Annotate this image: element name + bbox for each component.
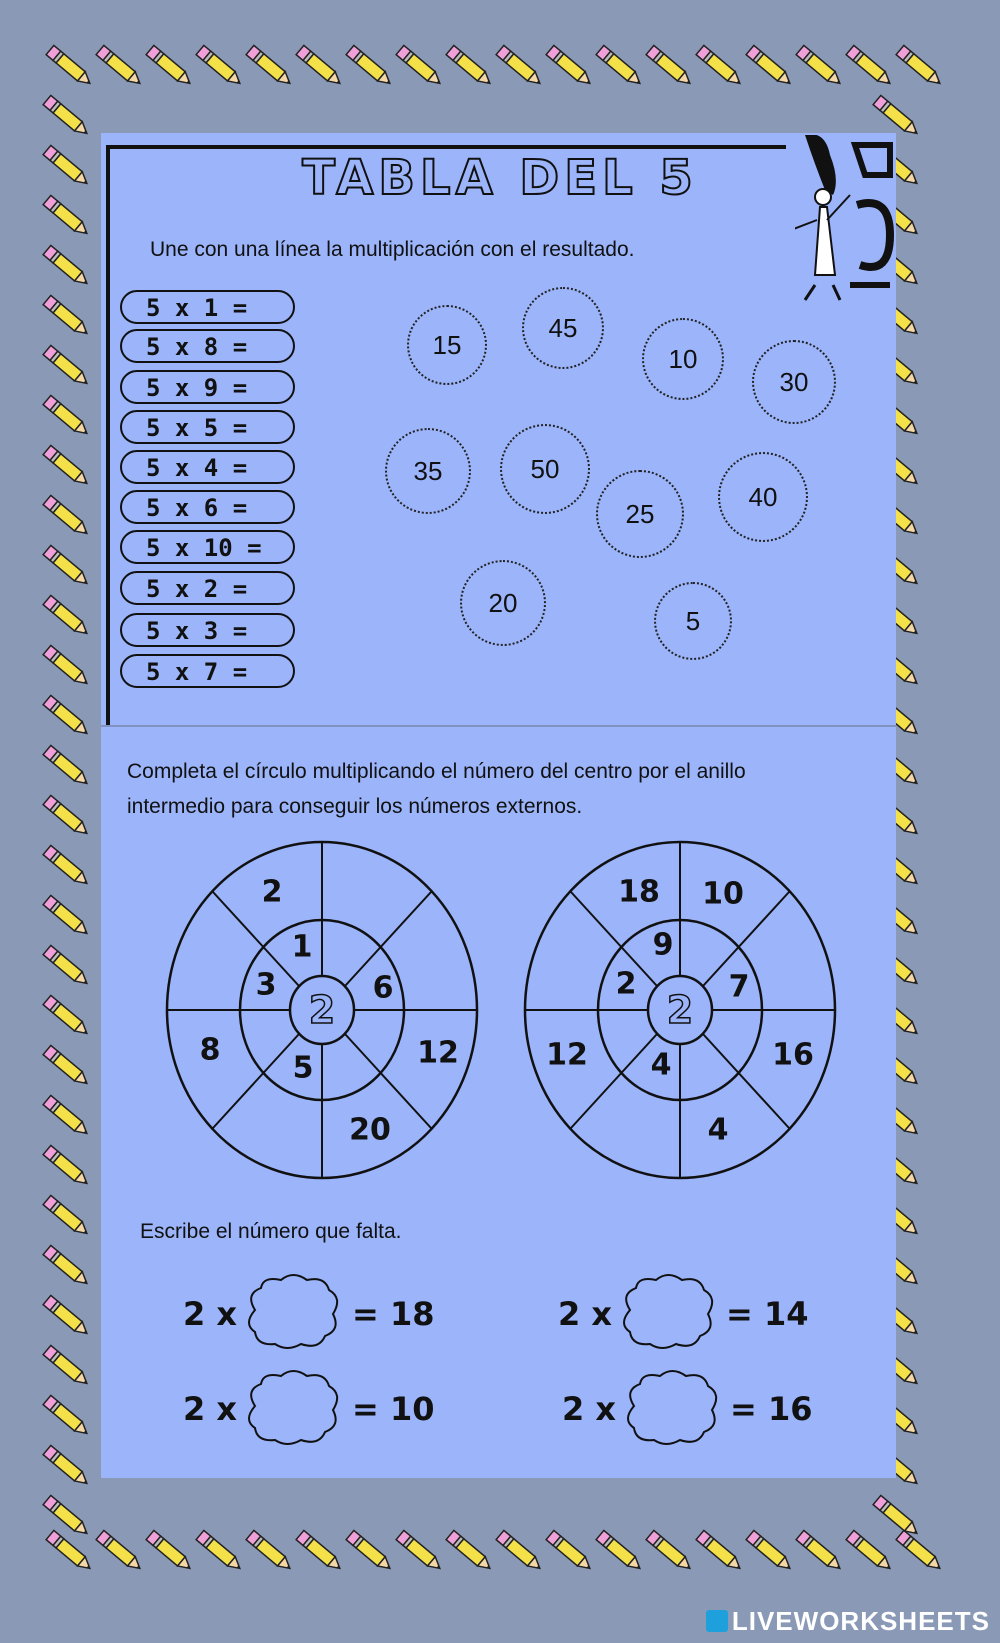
pencil-icon (43, 1095, 91, 1138)
wheel-center: 2 (666, 988, 694, 1032)
pencil-icon (596, 1530, 644, 1573)
wheel-outer[interactable]: 10 (702, 876, 744, 912)
pencil-icon (846, 1530, 894, 1573)
pencil-icon (46, 1530, 94, 1573)
answer-cloud[interactable] (243, 1272, 343, 1352)
equation-left: 2 x (562, 1390, 617, 1428)
multiplication-pill[interactable]: 5 x 9 = (120, 370, 295, 404)
equation-left: 2 x (558, 1295, 613, 1333)
liveworksheets-icon (706, 1610, 728, 1632)
wheel-outer[interactable]: 12 (417, 1035, 459, 1071)
result-circle[interactable]: 50 (500, 424, 590, 514)
pencil-icon (43, 1395, 91, 1438)
pencil-icon (43, 995, 91, 1038)
pencil-icon (43, 95, 91, 138)
pencil-icon (496, 45, 544, 88)
pencil-icon (696, 45, 744, 88)
pencil-icon (43, 345, 91, 388)
pencil-icon (43, 1195, 91, 1238)
multiplication-pill[interactable]: 5 x 1 = (120, 290, 295, 324)
instruction-match: Une con una línea la multiplicación con el resultado. (150, 238, 635, 261)
pencil-icon (346, 45, 394, 88)
wheel-center: 2 (308, 988, 336, 1032)
result-circle[interactable]: 10 (642, 318, 724, 400)
pencil-icon (43, 745, 91, 788)
pencil-icon (43, 545, 91, 588)
equation-right: = 10 (352, 1390, 435, 1428)
frame-line (106, 145, 110, 725)
pencil-icon (873, 95, 921, 138)
cartoon-character-illustration (795, 135, 895, 315)
pencil-icon (43, 1045, 91, 1088)
result-circle[interactable]: 35 (385, 428, 471, 514)
pencil-icon (43, 195, 91, 238)
pencil-icon (146, 1530, 194, 1573)
pencil-icon (746, 1530, 794, 1573)
equation-left: 2 x (183, 1295, 238, 1333)
pencil-icon (43, 1145, 91, 1188)
result-circle[interactable]: 40 (718, 452, 808, 542)
pencil-icon (146, 45, 194, 88)
pencil-icon (43, 145, 91, 188)
equation-right: = 14 (726, 1295, 809, 1333)
pencil-icon (496, 1530, 544, 1573)
pencil-icon (396, 1530, 444, 1573)
pencil-icon (43, 795, 91, 838)
pencil-icon (43, 245, 91, 288)
equation-left: 2 x (183, 1390, 238, 1428)
pencil-icon (746, 45, 794, 88)
pencil-icon (796, 45, 844, 88)
wheel-inner[interactable]: 3 (255, 967, 277, 1003)
wheel-inner[interactable]: 5 (292, 1050, 314, 1086)
result-circle[interactable]: 5 (654, 582, 732, 660)
pencil-icon (896, 1530, 944, 1573)
pencil-icon (43, 945, 91, 988)
worksheet-title: TABLA DEL 5 (302, 150, 698, 206)
pencil-icon (43, 295, 91, 338)
result-circle[interactable]: 20 (460, 560, 546, 646)
multiplication-wheel-2 (523, 840, 837, 1180)
multiplication-pill[interactable]: 5 x 7 = (120, 654, 295, 688)
pencil-icon (646, 1530, 694, 1573)
multiplication-pill[interactable]: 5 x 10 = (120, 530, 295, 564)
pencil-icon (43, 395, 91, 438)
pencil-icon (796, 1530, 844, 1573)
wheel-inner[interactable]: 2 (615, 966, 637, 1002)
result-circle[interactable]: 15 (407, 305, 487, 385)
pencil-icon (246, 1530, 294, 1573)
wheel-outer[interactable]: 16 (772, 1037, 814, 1073)
pencil-icon (296, 1530, 344, 1573)
pencil-icon (646, 45, 694, 88)
pencil-icon (43, 1345, 91, 1388)
equation-right: = 16 (730, 1390, 813, 1428)
multiplication-pill[interactable]: 5 x 5 = (120, 410, 295, 444)
wheel-outer[interactable]: 8 (199, 1032, 221, 1068)
pencil-icon (43, 1295, 91, 1338)
pencil-icon (96, 1530, 144, 1573)
multiplication-pill[interactable]: 5 x 2 = (120, 571, 295, 605)
pencil-icon (696, 1530, 744, 1573)
equation-right: = 18 (352, 1295, 435, 1333)
wheel-inner[interactable]: 4 (650, 1047, 672, 1083)
pencil-icon (196, 45, 244, 88)
pencil-icon (446, 45, 494, 88)
multiplication-wheel-1 (165, 840, 479, 1180)
multiplication-pill[interactable]: 5 x 4 = (120, 450, 295, 484)
pencil-icon (46, 45, 94, 88)
answer-cloud[interactable] (618, 1272, 718, 1352)
multiplication-pill[interactable]: 5 x 8 = (120, 329, 295, 363)
pencil-icon (43, 1245, 91, 1288)
result-circle[interactable]: 30 (752, 340, 836, 424)
wheel-inner[interactable]: 9 (652, 927, 674, 963)
wheel-outer[interactable]: 4 (707, 1112, 729, 1148)
pencil-icon (546, 1530, 594, 1573)
wheel-outer[interactable]: 20 (349, 1112, 391, 1148)
instruction-wheel-line1: Completa el círculo multiplicando el número del centro por el anillo (127, 760, 746, 783)
pencil-icon (446, 1530, 494, 1573)
section-divider (101, 725, 896, 727)
result-circle[interactable]: 25 (596, 470, 684, 558)
pencil-icon (246, 45, 294, 88)
pencil-icon (43, 445, 91, 488)
pencil-icon (396, 45, 444, 88)
pencil-icon (596, 45, 644, 88)
pencil-icon (43, 895, 91, 938)
pencil-icon (346, 1530, 394, 1573)
result-circle[interactable]: 45 (522, 287, 604, 369)
pencil-icon (43, 1495, 91, 1538)
instruction-missing-number: Escribe el número que falta. (140, 1220, 402, 1243)
pencil-icon (873, 1495, 921, 1538)
pencil-icon (546, 45, 594, 88)
multiplication-pill[interactable]: 5 x 3 = (120, 613, 295, 647)
pencil-icon (846, 45, 894, 88)
pencil-icon (43, 695, 91, 738)
pencil-icon (96, 45, 144, 88)
wheel-inner[interactable]: 1 (291, 929, 313, 965)
instruction-wheel-line2: intermedio para conseguir los números externos. (127, 795, 583, 818)
wheel-outer[interactable]: 18 (618, 874, 660, 910)
pencil-icon (896, 45, 944, 88)
pencil-icon (43, 495, 91, 538)
wheel-inner[interactable]: 6 (372, 970, 394, 1006)
wheel-outer[interactable]: 12 (546, 1037, 588, 1073)
liveworksheets-logo[interactable]: LIVEWORKSHEETS (706, 1606, 990, 1637)
pencil-icon (43, 595, 91, 638)
answer-cloud[interactable] (243, 1368, 343, 1448)
wheel-outer[interactable]: 2 (261, 874, 283, 910)
multiplication-pill[interactable]: 5 x 6 = (120, 490, 295, 524)
pencil-icon (43, 1445, 91, 1488)
frame-line (106, 145, 786, 149)
wheel-inner[interactable]: 7 (728, 969, 750, 1005)
pencil-icon (196, 1530, 244, 1573)
answer-cloud[interactable] (622, 1368, 722, 1448)
pencil-icon (43, 845, 91, 888)
pencil-icon (43, 645, 91, 688)
pencil-icon (296, 45, 344, 88)
